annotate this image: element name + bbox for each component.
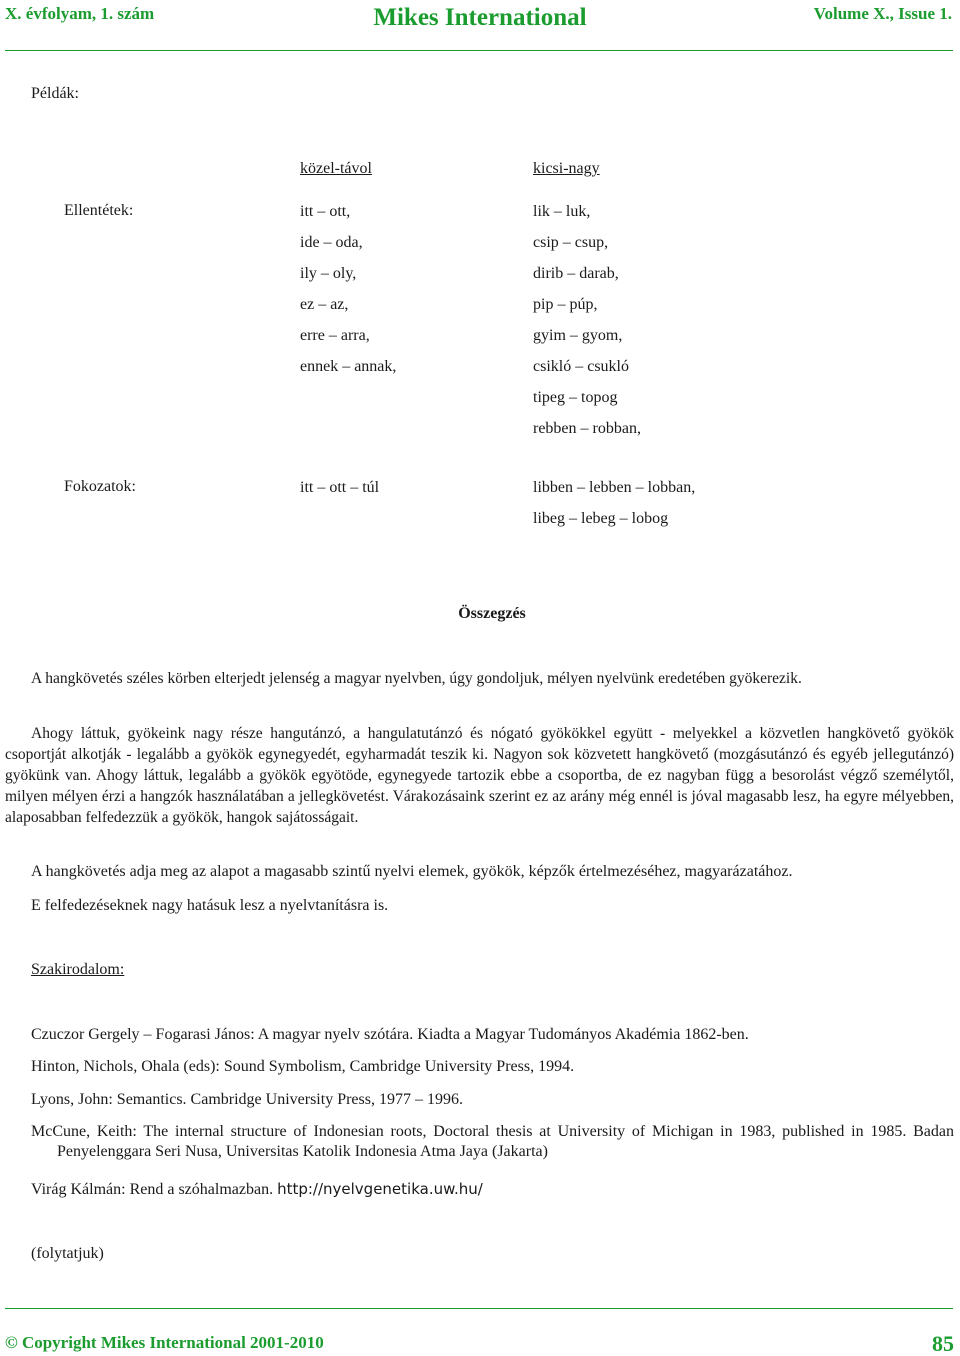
list-item: dirib – darab, xyxy=(533,265,619,282)
summary-paragraph-1 xyxy=(5,668,954,689)
list-item: ez – az, xyxy=(300,296,349,313)
header-issue-hu: X. évfolyam, 1. szám xyxy=(5,4,155,23)
opposites-small-big-list xyxy=(533,196,641,444)
examples-heading: Példák: xyxy=(31,85,79,102)
list-item: csip – csup, xyxy=(533,234,609,251)
label-grades: Fokozatok: xyxy=(64,478,136,495)
list-item: ily – oly, xyxy=(300,265,357,282)
footer-rule xyxy=(5,1308,953,1309)
summary-title: Összegzés xyxy=(458,605,526,622)
list-item: libben – lebben – lobban, xyxy=(533,479,696,496)
summary-paragraph-4: E felfedezéseknek nagy hatásuk lesz a nyelvtanításra is. xyxy=(31,897,389,914)
reference-item: Czuczor Gergely – Fogarasi János: A magyar nyelv szótára. Kiadta a Magyar Tudományos Akadémia 1862-ben. xyxy=(31,1026,749,1043)
footer-copyright: © Copyright Mikes International 2001-2010 xyxy=(5,1333,324,1352)
summary-paragraph-2 xyxy=(5,723,954,828)
reference-text: Virág Kálmán: Rend a szóhalmazban. xyxy=(31,1181,278,1198)
reference-item: Lyons, John: Semantics. Cambridge University Press, 1977 – 1996. xyxy=(31,1091,463,1108)
label-opposites: Ellentétek: xyxy=(64,202,134,219)
list-item: csikló – csukló xyxy=(533,358,629,375)
header-journal-title: Mikes International xyxy=(373,4,587,31)
grades-small-big-list xyxy=(533,472,695,534)
continued-note: (folytatjuk) xyxy=(31,1245,104,1262)
list-item: tipeg – topog xyxy=(533,389,618,406)
list-item: gyim – gyom, xyxy=(533,327,623,344)
header-rule xyxy=(5,50,953,51)
opposites-near-far-list xyxy=(300,196,396,382)
reference-link[interactable]: http://nyelvgenetika.uw.hu/ xyxy=(277,1180,483,1198)
column-heading-near-far: közel-távol xyxy=(300,160,372,177)
list-item: libeg – lebeg – lobog xyxy=(533,510,669,527)
reference-item xyxy=(31,1179,954,1200)
list-item: pip – púp, xyxy=(533,296,598,313)
list-item: erre – arra, xyxy=(300,327,370,344)
reference-item: Hinton, Nichols, Ohala (eds): Sound Symbolism, Cambridge University Press, 1994. xyxy=(31,1058,575,1075)
literature-heading: Szakirodalom: xyxy=(31,961,125,978)
list-item: lik – luk, xyxy=(533,203,591,220)
paragraph-text: Ahogy láttuk, gyökeink nagy része hangutánzó, a hangulatutánzó és nógató gyökökkel együtt - melyekkel a közvetlen hangkövető gyökök csoportját alkotják - legalább a gyökök egynegyedét, egyharmadát teszik ki. Nagyon sok közvetett hangkövető (mozgásutánzó és egyéb jellegutánzó) gyökünk van. Ahogy láttuk, legalább a gyökök egyötöde, egynegyede tartozik ebbe a csoportba, de ez nagyban függ a besorolást végző személytől, milyen mélyen érzi a hangzók használatában a jellegkövetést. Várakozásaink szerint ez az arány még ennél is jóval magasabb lesz, ha egyre mélyebben, alaposabban felfedezzük a gyökök, hangok sajátosságait. xyxy=(5,725,954,826)
list-item: ide – oda, xyxy=(300,234,363,251)
list-item: itt – ott, xyxy=(300,203,351,220)
list-item: itt – ott – túl xyxy=(300,479,380,496)
reference-item: McCune, Keith: The internal structure of Indonesian roots, Doctoral thesis at University of Michigan in 1983, published in 1985. Badan Penyelenggara Seri Nusa, Universitas Katolik Indonesia Atma Jaya (Jakarta) xyxy=(31,1123,954,1160)
summary-paragraph-3: A hangkövetés adja meg az alapot a magasabb szintű nyelvi elemek, gyökök, képzők értelmezéséhez, magyarázatához. xyxy=(31,863,793,880)
grades-near-far-list xyxy=(300,472,379,503)
page-number: 85 xyxy=(932,1331,954,1356)
paragraph-text: A hangkövetés széles körben elterjedt jelenség a magyar nyelvben, úgy gondoljuk, mélyen nyelvünk eredetében gyökerezik. xyxy=(31,670,802,687)
header-issue-en: Volume X., Issue 1. xyxy=(813,4,952,23)
list-item: ennek – annak, xyxy=(300,358,397,375)
list-item: rebben – robban, xyxy=(533,420,641,437)
column-heading-small-big: kicsi-nagy xyxy=(533,160,600,177)
